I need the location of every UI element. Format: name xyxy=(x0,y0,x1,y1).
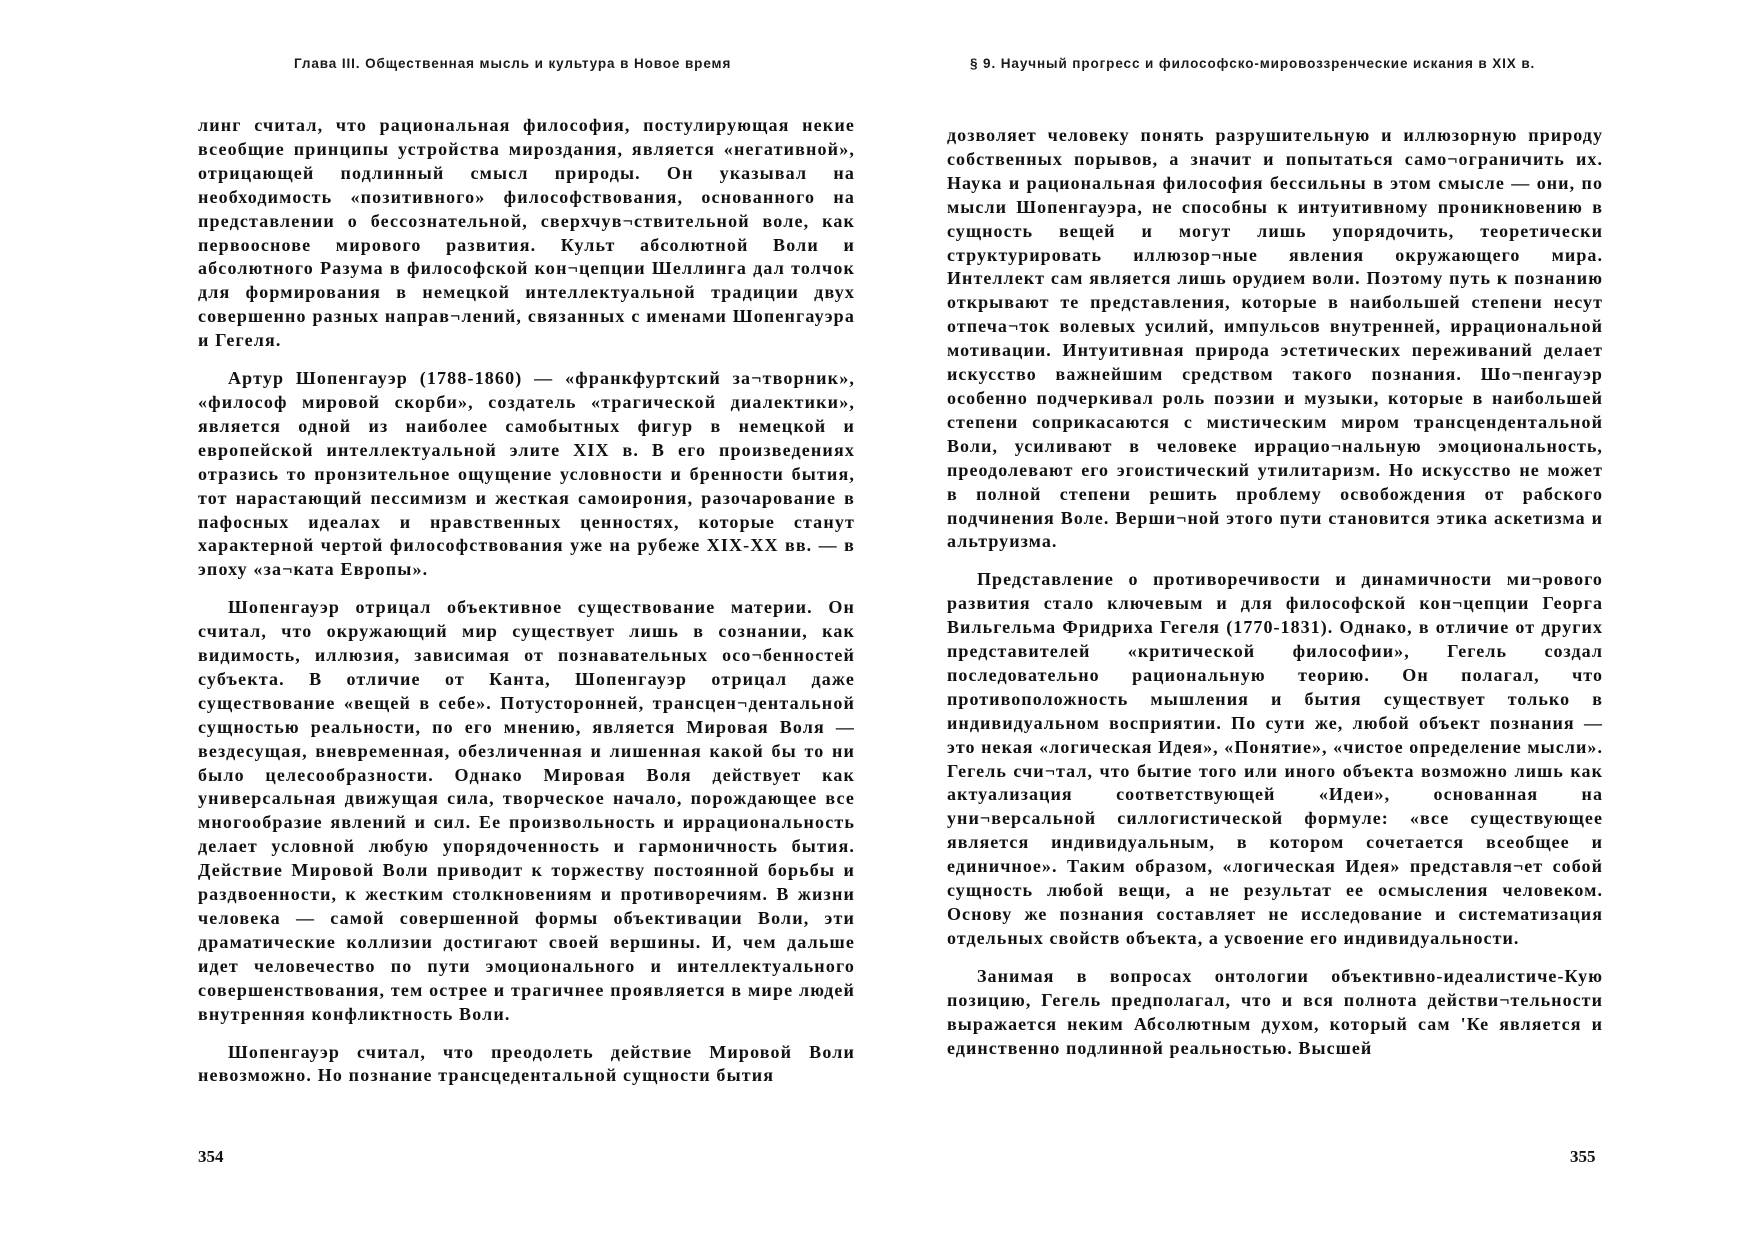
right-page-number: 355 xyxy=(1570,1147,1596,1166)
right-paragraph-3: Занимая в вопросах онтологии объективно-идеалистиче-Кую позицию, Гегель предполагал, что и вся полнота действи¬тельности выражается неким Абсолютным духом, который сам 'Ке является и единственно подлинной реальностью. Высшей xyxy=(947,965,1603,1058)
right-page xyxy=(877,0,1754,1239)
left-paragraph-2: Артур Шопенгауэр (1788-1860) — «франкфуртский за¬творник», «философ мировой скорби», создатель «трагической диалектики», является одной из наиболее самобытных фигур в немецкой и европейской интеллектуальной элите XIX в. В его произведениях отразись то пронзительное ощущение условности и бренности бытия, тот нарастающий пессимизм и жесткая самоирония, разочарование в пафосных идеалах и нравственных ценностях, которые станут характерной чертой философствования уже на рубеже XIX-XX вв. — в эпоху «за¬ката Европы». xyxy=(198,368,855,580)
right-paragraph-2: Представление о противоречивости и динамичности ми¬рового развития стало ключевым и для философской кон¬цепции Георга Вильгельма Фридриха Гегеля (1770-1831). Однако, в отличие от других представителей «критической философии», Гегель создал последовательно рациональную теорию. Он полагал, что противоположность мышления и бытия существует только в индивидуальном восприятии. По сути же, любой объект познания — это некая «логическая Идея», «Понятие», «чистое определение мысли». Гегель счи¬тал, что бытие того или иного объекта возможно лишь как актуализация соответствующей «Идеи», основанная на уни¬версальной силлогистической формуле: «все существующее является индивидуальным, в котором сочетается всеобщее и единичное». Таким образом, «логическая Идея» представля¬ет собой сущность любой вещи, а не результат ее осмысления человеком. Основу же познания составляет не исследование и систематизация отдельных свойств объекта, а усвоение его индивидуальности. xyxy=(947,569,1603,948)
right-running-head: § 9. Научный прогресс и философско-мировоззренческие искания в XIX в. xyxy=(970,56,1536,71)
left-paragraph-3: Шопенгауэр отрицал объективное существование материи. Он считал, что окружающий мир существует лишь в сознании, как видимость, иллюзия, зависимая от познавательных осо¬бенностей субъекта. В отличие от Канта, Шопенгауэр отрицал даже существование «вещей в себе». Потусторонней, трансцен¬дентальной сущностью реальности, по его мнению, является Мировая Воля — вездесущая, вневременная, обезличенная и лишенная какой бы то ни было целесообразности. Однако Мировая Воля действует как универсальная движущая сила, творческое начало, порождающее все многообразие явлений и сил. Ее произвольность и иррациональность делает условной любую упорядоченность и гармоничность бытия. Действие Мировой Воли приводит к торжеству постоянной борьбы и раздвоенности, к жестким столкновениям и противоречиям. В жизни человека — самой совершенной формы объективации Воли, эти драматические коллизии достигают своей вершины. И, чем дальше идет человечество по пути эмоционального и интеллектуального совершенствования, тем острее и трагичнее проявляется в мире людей внутренняя конфликтность Воли. xyxy=(198,597,855,1024)
left-text-column xyxy=(198,114,855,1102)
right-paragraph-1: дозволяет человеку понять разрушительную и иллюзорную природу собственных порывов, а значит и попытаться само¬ограничить их. Наука и рациональная философия бессильны в этом смысле — они, по мысли Шопенгауэра, не способны к интуитивному проникновению в сущность вещей и могут лишь упорядочить, теоретически структурировать иллюзор¬ные явления окружающего мира. Интеллект сам является лишь орудием воли. Поэтому путь к познанию открывают те представления, которые в наибольшей степени несут отпеча¬ток волевых усилий, импульсов внутренней, иррациональной мотивации. Интуитивная природа эстетических переживаний делает искусство важнейшим средством такого познания. Шо¬пенгауэр особенно подчеркивал роль поэзии и музыки, которые в наибольшей степени соприкасаются с мистическим миром трансцендентальной Воли, усиливают в человеке иррацио¬нальную эмоциональность, преодолевают его эгоистический утилитаризм. Но искусство не может в полной степени решить проблему освобождения от рабского подчинения Воле. Верши¬ной этого пути становится этика аскетизма и альтруизма. xyxy=(947,125,1603,552)
left-running-head: Глава III. Общественная мысль и культура в Новое время xyxy=(294,56,732,71)
left-page-number: 354 xyxy=(198,1147,224,1166)
left-paragraph-4: Шопенгауэр считал, что преодолеть действие Мировой Воли невозможно. Но познание трансцедентальной сущности бытия xyxy=(198,1041,855,1086)
right-text-column xyxy=(947,124,1603,1074)
left-paragraph-1: линг считал, что рациональная философия, постулирующая некие всеобщие принципы устройства мироздания, является «негативной», отрицающей подлинный смысл природы. Он указывал на необходимость «позитивного» философствования, основанного на представлении о бессознательной, сверхчув¬ствительной воле, как первооснове мирового развития. Культ абсолютной Воли и абсолютного Разума в философской кон¬цепции Шеллинга дал толчок для формирования в немецкой интеллектуальной традиции двух совершенно разных направ¬лений, связанных с именами Шопенгауэра и Гегеля. xyxy=(198,115,855,351)
